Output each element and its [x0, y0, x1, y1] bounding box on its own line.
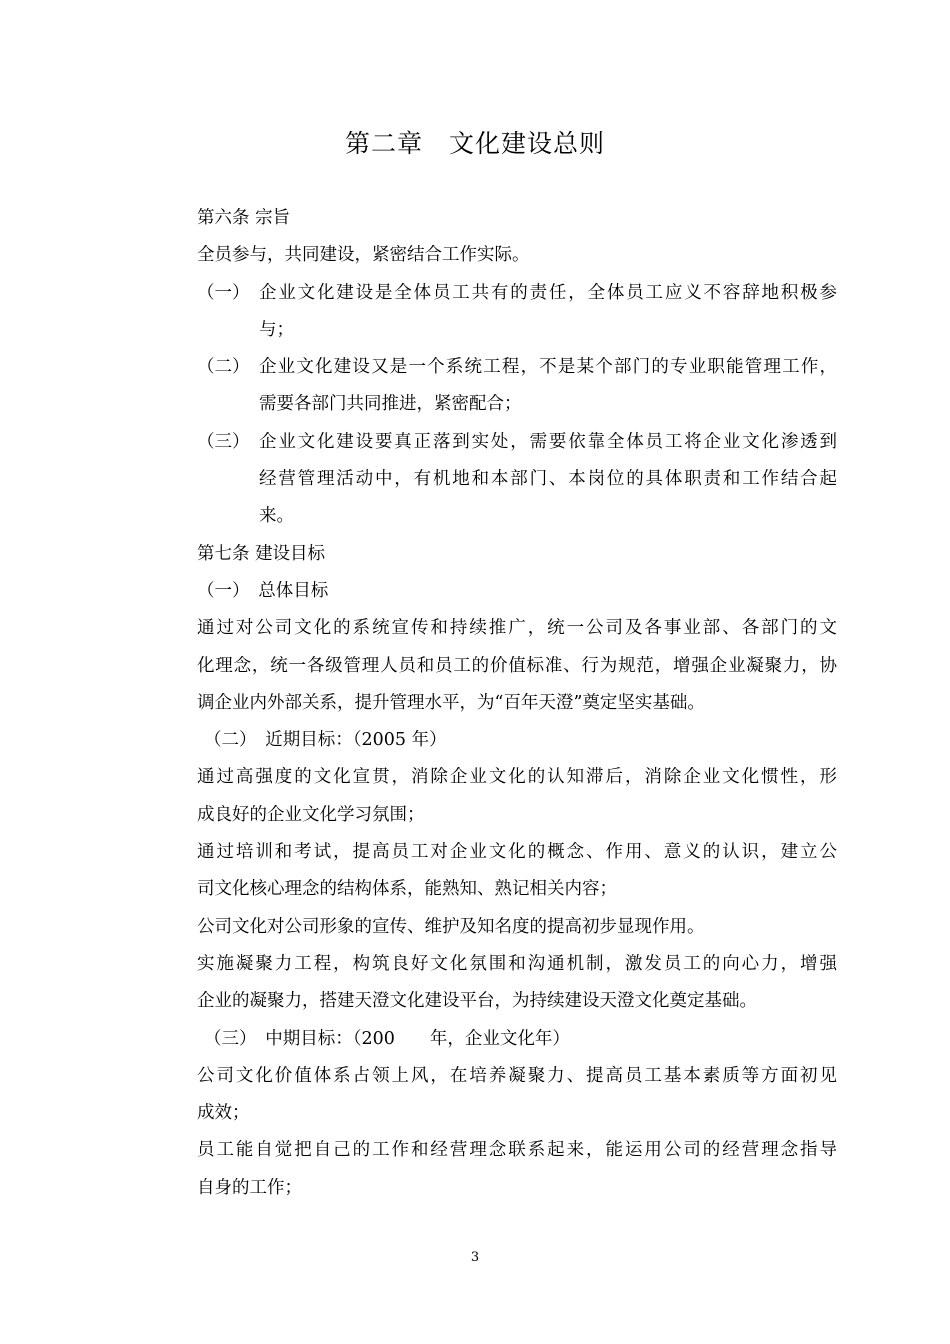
paragraph-line: 公司文化价值体系占领上风，在培养凝聚力、提高员工基本素质等方面初见	[197, 1065, 837, 1086]
article-6-item-1	[197, 275, 837, 350]
paragraph-line: 成良好的企业文化学习氛围；	[197, 804, 425, 825]
item-marker: （三）	[197, 431, 250, 452]
goal-mid-paragraph	[197, 1132, 837, 1207]
item-line: 经营管理活动中，有机地和本部门、本岗位的具体职责和工作结合起	[259, 469, 837, 490]
paragraph-line: 成效；	[197, 1103, 250, 1124]
goal-near-paragraph	[197, 946, 837, 1021]
article-6-item-3	[197, 424, 837, 536]
item-line: 企业文化建设是全体员工共有的责任，全体员工应义不容辞地积极参	[259, 282, 837, 303]
chapter-title: 第二章 文化建设总则	[344, 129, 605, 158]
item-line: 企业文化建设又是一个系统工程，不是某个部门的专业职能管理工作，	[259, 357, 837, 378]
article-6-intro: 全员参与，共同建设，紧密结合工作实际。	[197, 245, 530, 266]
article-7-heading: 第七条 建设目标	[197, 543, 326, 564]
goal-mid-paragraph	[197, 1058, 837, 1133]
item-line: 来。	[259, 506, 294, 527]
article-6-item-2	[197, 349, 837, 424]
goal-near-paragraph	[197, 834, 837, 909]
document-body	[197, 200, 837, 1207]
paragraph-line: 实施凝聚力工程，构筑良好文化氛围和沟通机制，激发员工的向心力，增强	[197, 953, 837, 974]
goal-near-paragraph	[197, 909, 837, 946]
paragraph-line: 员工能自觉把自己的工作和经营理念联系起来，能运用公司的经营理念指导	[197, 1140, 837, 1161]
paragraph-line: 司文化核心理念的结构体系，能熟知、熟记相关内容；	[197, 879, 617, 900]
paragraph-line: 企业的凝聚力，搭建天澄文化建设平台，为持续建设天澄文化奠定基础。	[197, 991, 757, 1012]
paragraph-line: 通过高强度的文化宣贯，消除企业文化的认知滞后，消除企业文化惯性，形	[197, 767, 837, 788]
item-marker: （二）	[197, 357, 250, 378]
paragraph-line: 通过培训和考试，提高员工对企业文化的概念、作用、意义的认识，建立公	[197, 842, 837, 863]
goal-overall-line: 通过对公司文化的系统宣传和持续推广，统一公司及各事业部、各部门的文	[197, 618, 837, 639]
goal-near-paragraph	[197, 759, 837, 834]
goal-mid-heading: （三） 中期目标：（200 年，企业文化年）	[204, 1028, 570, 1049]
goal-overall-line: 调企业内外部关系，提升管理水平，为“百年天澄”奠定坚实基础。	[197, 692, 705, 713]
goal-near-heading: （二） 近期目标：（2005 年）	[204, 730, 447, 751]
item-line: 需要各部门共同推进，紧密配合；	[259, 394, 522, 415]
item-line: 与；	[259, 319, 294, 340]
page-number: 3	[470, 1250, 480, 1265]
paragraph-line: 自身的工作；	[197, 1177, 302, 1198]
goal-overall-line: 化理念，统一各级管理人员和员工的价值标准、行为规范，增强企业凝聚力，协	[197, 655, 837, 676]
item-marker: （一）	[197, 282, 250, 303]
goal-overall-heading: （一） 总体目标	[197, 580, 329, 601]
item-line: 企业文化建设要真正落到实处，需要依靠全体员工将企业文化渗透到	[259, 431, 837, 452]
article-6-heading: 第六条 宗旨	[197, 208, 291, 228]
paragraph-line: 公司文化对公司形象的宣传、维护及知名度的提高初步显现作用。	[197, 916, 705, 937]
